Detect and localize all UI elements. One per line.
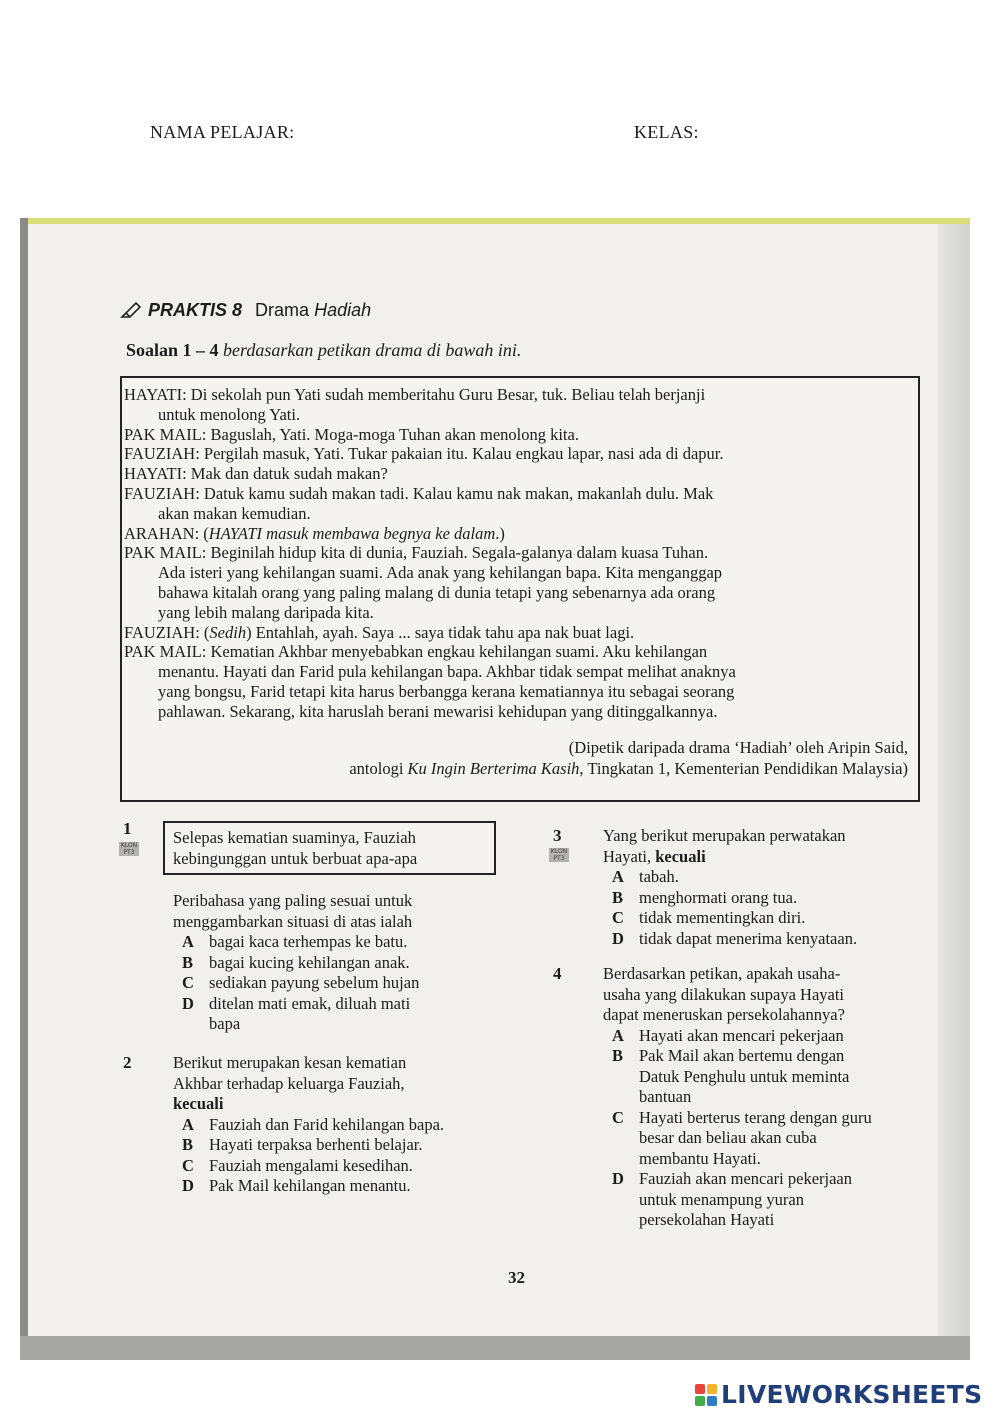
option-text: bagai kaca terhempas ke batu.: [209, 932, 408, 951]
passage-line: menantu. Hayati dan Farid pula kehilangan bapa. Akhbar tidak sempat melihat anaknya: [158, 662, 736, 682]
passage-line: PAK MAIL: Beginilah hidup kita di dunia, Fauziah. Segala-galanya dalam kuasa Tuhan.: [124, 543, 709, 563]
passage-line: FAUZIAH: Datuk kamu sudah makan tadi. Kalau kamu nak makan, makanlah dulu. Mak: [124, 484, 714, 503]
option-letter: A: [182, 1114, 194, 1134]
option-text: Datuk Penghulu untuk meminta: [639, 1066, 850, 1086]
option-text: Hayati berterus terang dengan guru: [639, 1107, 872, 1127]
option-text: Pak Mail kehilangan menantu.: [209, 1176, 411, 1195]
question-text: Yang berikut merupakan perwatakan: [603, 826, 846, 845]
option-letter: C: [182, 1155, 194, 1175]
praktis-label: PRAKTIS 8: [148, 300, 243, 320]
option-letter: B: [612, 1046, 624, 1065]
option-text: Pak Mail akan bertemu dengan: [639, 1046, 845, 1065]
class-label: KELAS:: [634, 122, 699, 142]
klon-pt3-badge: KLON PT3: [120, 842, 138, 856]
question-text: Peribahasa yang paling sesuai untuk: [173, 891, 413, 910]
option-text: persekolahan Hayati: [639, 1210, 775, 1229]
scan-edge-bottom: [20, 1336, 970, 1360]
question-text: usaha yang dilakukan supaya Hayati: [603, 984, 845, 1004]
question-text: Hayati, kecuali: [603, 846, 706, 866]
kecuali-emphasis: kecuali: [655, 846, 706, 866]
passage-line: yang bongsu, Farid tetapi kita harus berbangga kerana kematiannya itu sebagai seorang: [158, 682, 735, 701]
question-number: 1: [123, 819, 132, 838]
option-text: Hayati akan mencari pekerjaan: [639, 1025, 844, 1045]
question-text: Berikut merupakan kesan kematian: [173, 1053, 407, 1072]
passage-line: HAYATI: Di sekolah pun Yati sudah memberitahu Guru Besar, tuk. Beliau telah berjanji: [124, 385, 706, 404]
passage-line: yang lebih malang daripada kita.: [158, 602, 374, 622]
drama-passage: [120, 376, 920, 802]
page-gutter: [938, 224, 970, 1336]
option-text: bagai kucing kehilangan anak.: [209, 952, 410, 972]
passage-source-line2: [349, 759, 908, 779]
question-number: 4: [553, 964, 562, 983]
scanned-page: [20, 218, 970, 1360]
instruction-range: Soalan 1 – 4: [126, 340, 219, 360]
logo-text: LIVEWORKSHEETS: [721, 1380, 983, 1409]
option-letter: A: [612, 867, 624, 886]
option-text: untuk menampung yuran: [639, 1189, 804, 1209]
option-text: ditelan mati emak, diluah mati: [209, 993, 411, 1013]
question-text: Akhbar terhadap keluarga Fauziah,: [173, 1073, 405, 1093]
source-post: , Tingkatan 1, Kementerian Pendidikan Malaysia): [579, 759, 908, 778]
drama-title: Hadiah: [314, 300, 372, 320]
option-text: tidak mementingkan diri.: [639, 908, 806, 927]
passage-line: untuk menolong Yati.: [158, 404, 301, 424]
question-stem-box: [163, 821, 496, 875]
option-letter: D: [612, 928, 624, 948]
option-letter: A: [612, 1025, 624, 1045]
passage-line: FAUZIAH: Pergilah masuk, Yati. Tukar pakaian itu. Kalau engkau lapar, nasi ada di dapur.: [124, 444, 724, 464]
question-text: Berdasarkan petikan, apakah usaha-: [603, 964, 841, 983]
page-number: 32: [508, 1268, 525, 1287]
pencil-icon: [120, 301, 142, 324]
liveworksheets-logo: [695, 1380, 982, 1409]
logo-icon: [695, 1384, 717, 1406]
question-text: menggambarkan situasi di atas ialah: [173, 911, 413, 931]
kecuali-emphasis: kecuali: [173, 1094, 224, 1113]
option-text: Hayati terpaksa berhenti belajar.: [209, 1135, 423, 1154]
passage-line: PAK MAIL: Kematian Akhbar menyebabkan engkau kehilangan suami. Aku kehilangan: [124, 642, 708, 662]
instruction-text: berdasarkan petikan drama di bawah ini.: [223, 340, 522, 360]
option-text: bapa: [209, 1014, 241, 1033]
passage-line: HAYATI: Mak dan datuk sudah makan?: [124, 464, 388, 484]
option-letter: C: [612, 1107, 624, 1127]
passage-line: FAUZIAH: (Sedih) Entahlah, ayah. Saya ... saya tidak tahu apa nak buat lagi.: [124, 622, 635, 642]
scan-edge-left: [20, 218, 28, 1360]
option-letter: B: [182, 1135, 194, 1154]
option-text: tidak dapat menerima kenyataan.: [639, 928, 858, 948]
option-text: Fauziah akan mencari pekerjaan: [639, 1169, 853, 1188]
option-letter: B: [182, 952, 194, 972]
scan-edge-top: [20, 218, 970, 224]
option-text: bantuan: [639, 1087, 692, 1106]
option-text: Fauziah dan Farid kehilangan bapa.: [209, 1114, 445, 1134]
passage-line: bahawa kitalah orang yang paling malang di dunia tetapi yang sebenarnya ada orang: [158, 583, 716, 602]
option-letter: A: [182, 932, 194, 951]
option-text: besar dan beliau akan cuba: [639, 1128, 817, 1147]
option-text: Fauziah mengalami kesedihan.: [209, 1155, 413, 1175]
question-text: dapat meneruskan persekolahannya?: [603, 1005, 845, 1024]
option-letter: C: [182, 973, 194, 992]
option-letter: C: [612, 908, 624, 927]
passage-line: pahlawan. Sekarang, kita haruslah berani mewarisi kehidupan yang ditinggalkannya.: [158, 701, 718, 721]
passage-line: PAK MAIL: Baguslah, Yati. Moga-moga Tuhan akan menolong kita.: [124, 424, 579, 444]
option-text: sediakan payung sebelum hujan: [209, 973, 420, 992]
option-letter: D: [612, 1169, 624, 1188]
stem-line: kebingunggan untuk berbuat apa-apa: [173, 849, 418, 868]
option-letter: D: [182, 1176, 194, 1195]
stem-line: Selepas kematian suaminya, Fauziah: [173, 828, 416, 847]
option-letter: B: [612, 887, 624, 907]
question-number: 3: [553, 826, 562, 845]
option-text: membantu Hayati.: [639, 1148, 761, 1168]
passage-line: ARAHAN: (HAYATI masuk membawa begnya ke dalam.): [124, 523, 505, 543]
option-text: menghormati orang tua.: [639, 887, 798, 907]
section-title: [120, 300, 371, 324]
student-name-label: NAMA PELAJAR:: [150, 122, 295, 142]
drama-label: Drama: [255, 300, 310, 320]
passage-line: akan makan kemudian.: [158, 503, 311, 523]
passage-line: Ada isteri yang kehilangan suami. Ada anak yang kehilangan bapa. Kita menganggap: [158, 563, 723, 583]
option-text: tabah.: [639, 867, 679, 886]
option-letter: D: [182, 993, 194, 1013]
passage-source-line1: (Dipetik daripada drama ‘Hadiah’ oleh Aripin Said,: [568, 738, 908, 757]
instruction: [126, 340, 521, 361]
klon-pt3-badge: KLON PT3: [550, 848, 568, 862]
anthology-title: Ku Ingin Berterima Kasih: [407, 759, 580, 778]
source-pre: antologi: [349, 759, 408, 778]
question-number: 2: [123, 1053, 132, 1072]
